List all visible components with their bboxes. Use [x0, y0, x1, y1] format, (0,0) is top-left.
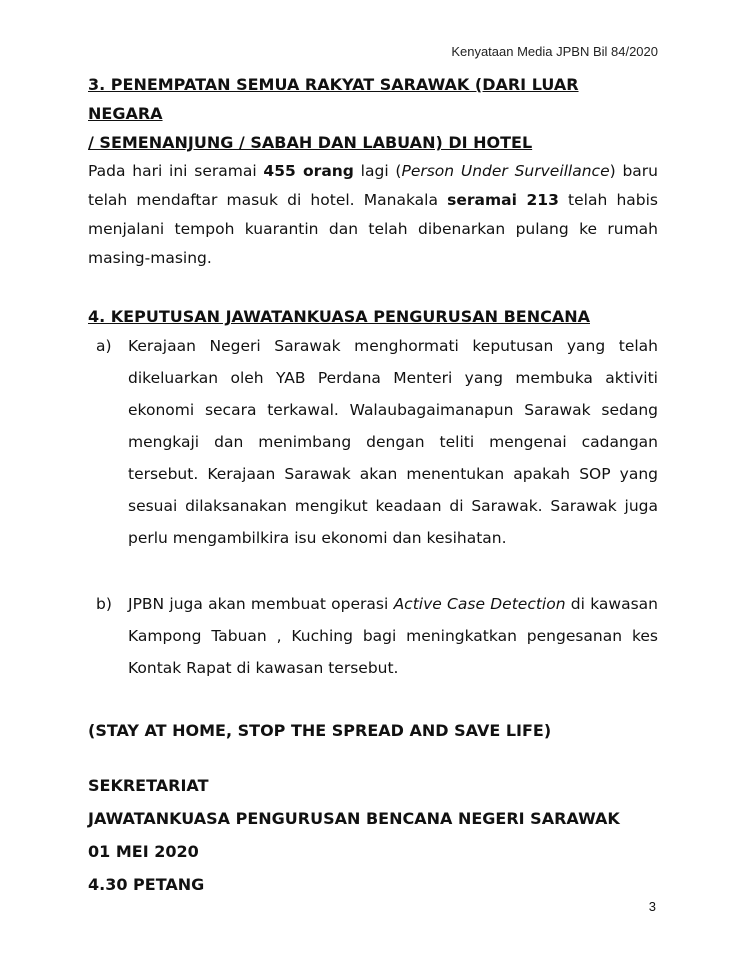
spacer [88, 554, 658, 588]
signoff-committee: JAWATANKUASA PENGURUSAN BENCANA NEGERI SARAWAK [88, 809, 620, 828]
document-reference: Kenyataan Media JPBN Bil 84/2020 [451, 44, 658, 59]
section-3-text-3: ) baru telah mendaftar masuk di hotel. Manakala [88, 162, 658, 209]
section-4-title: 4. KEPUTUSAN JAWATANKUASA PENGURUSAN BENCANA [88, 307, 590, 326]
section-3-text-1: Pada hari ini seramai [88, 162, 264, 180]
slogan: (STAY AT HOME, STOP THE SPREAD AND SAVE LIFE) [88, 721, 552, 740]
section-3-count-pus: 455 orang [263, 162, 354, 180]
list-item-b-text-2: di kawasan Kampong Tabuan , Kuching bagi meningkatkan pengesanan kes Kontak Rapat di kawasan tersebut. [128, 595, 658, 677]
list-item-a [88, 330, 658, 554]
spacer [88, 747, 658, 769]
signoff-sekretariat: SEKRETARIAT [88, 776, 209, 795]
section-3-title-line2: / SEMENANJUNG / SABAH DAN LABUAN) DI HOTEL [88, 133, 533, 152]
list-item-b [88, 588, 658, 684]
spacer [88, 273, 658, 304]
spacer [88, 684, 658, 714]
list-marker-b: b) [96, 595, 112, 613]
section-3-text-2: lagi ( [353, 162, 402, 180]
list-marker-a: a) [96, 337, 112, 355]
signoff-time: 4.30 PETANG [88, 875, 205, 894]
list-item-b-term: Active Case Detection [393, 595, 566, 613]
section-3-count-released: seramai 213 [447, 191, 559, 209]
signoff-date: 01 MEI 2020 [88, 842, 199, 861]
section-3-title-line1: 3. PENEMPATAN SEMUA RAKYAT SARAWAK (DARI LUAR NEGARA [88, 75, 579, 123]
page-number: 3 [648, 899, 656, 914]
list-item-b-text [128, 588, 658, 684]
section-3-pus-term: Person Under Surveillance [401, 162, 610, 180]
section-4-list [88, 330, 658, 684]
section-3-title [88, 70, 658, 157]
list-item-b-text-1: JPBN juga akan membuat operasi [128, 595, 394, 613]
document-body [88, 70, 658, 901]
section-3-text-4: telah habis menjalani tempoh kuarantin dan telah dibenarkan pulang ke rumah masing-masing. [88, 191, 658, 267]
list-item-a-text: Kerajaan Negeri Sarawak menghormati keputusan yang telah dikeluarkan oleh YAB Perdana Menteri yang membuka aktiviti ekonomi secara terkawal. Walaubagaimanapun Sarawak sedang mengkaji dan menimbang dengan teliti mengenai cadangan tersebut. Kerajaan Sarawak akan menentukan apakah SOP yang sesuai dilaksanakan mengikut keadaan di Sarawak. Sarawak juga perlu mengambilkira isu ekonomi dan kesihatan. [128, 337, 658, 547]
section-3-paragraph [88, 157, 658, 273]
